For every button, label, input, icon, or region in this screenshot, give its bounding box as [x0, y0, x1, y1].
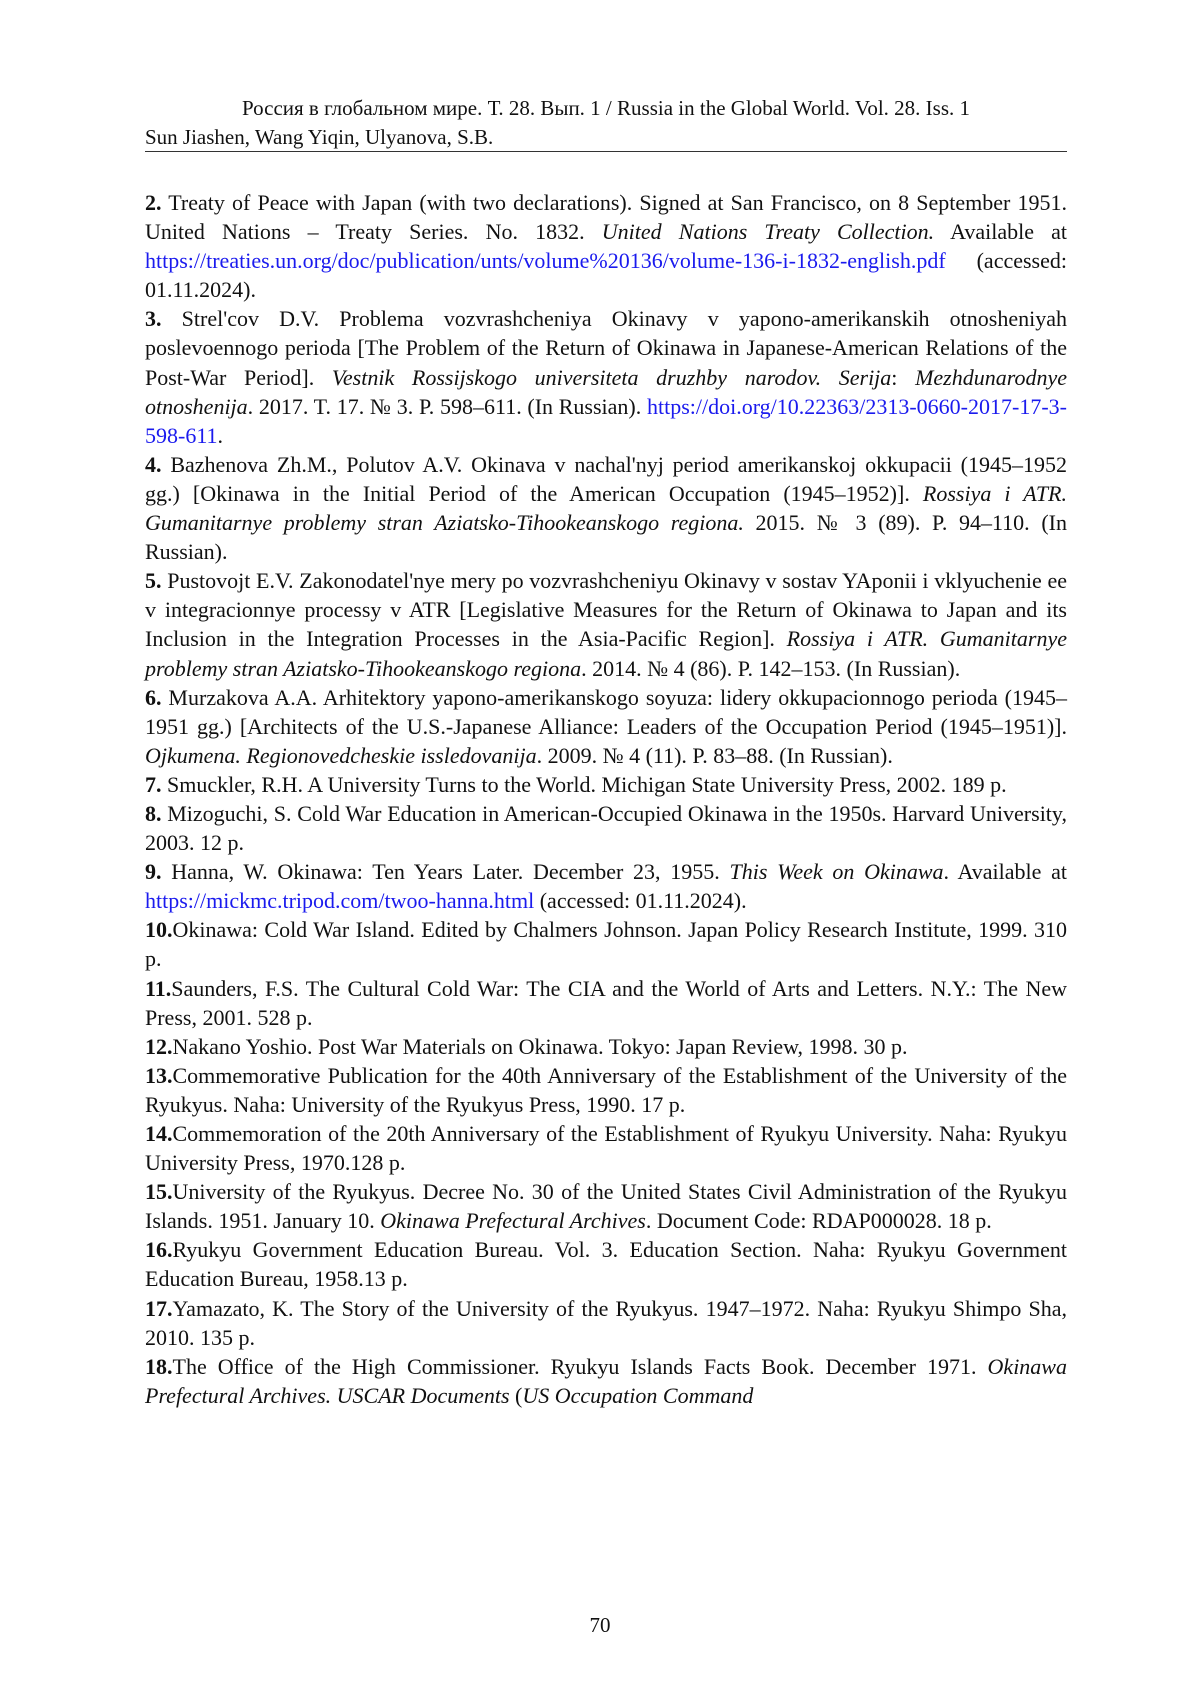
reference-item	[145, 1061, 1067, 1119]
journal-title: Россия в глобальном мире. Т. 28. Вып. 1 / Russia in the Global World. Vol. 28. Iss. 1	[241, 96, 971, 120]
reference-text: . 2017. T. 17. № 3. P. 598–611. (In Russian).	[247, 393, 647, 419]
reference-item	[145, 304, 1067, 449]
reference-text: Ryukyu Government Education Bureau. Vol. 3. Education Section. Naha: Ryukyu Government Education Bureau, 1958.13 p.	[145, 1237, 1067, 1292]
reference-item	[145, 857, 1067, 915]
reference-text: Bazhenova Zh.M., Polutov A.V. Okinava v nachal'nyj period amerikanskoj okkupacii (1945–1952 gg.) [Okinawa in the Initial Period of the American Occupation (1945–1952)].	[145, 451, 1067, 506]
reference-text: The Office of the High Commissioner. Ryukyu Islands Facts Book. December 1971.	[172, 1353, 988, 1379]
reference-text: Mizoguchi, S. Cold War Education in American-Occupied Okinawa in the 1950s. Harvard University, 2003. 12 p.	[145, 800, 1067, 856]
reference-source: United Nations Treaty Collection.	[601, 219, 935, 245]
reference-link[interactable]: https://mickmc.tripod.com/twoo-hanna.html	[145, 888, 535, 914]
article-authors: Sun Jiashen, Wang Yiqin, Ulyanova, S.B.	[145, 125, 494, 149]
reference-text: Nakano Yoshio. Post War Materials on Okinawa. Tokyo: Japan Review, 1998. 30 p.	[172, 1033, 908, 1059]
reference-text: Smuckler, R.H. A University Turns to the World. Michigan State University Press, 2002. 189 p.	[161, 771, 1007, 797]
reference-number: 10.	[145, 917, 173, 943]
reference-source: This Week on Okinawa	[729, 859, 944, 885]
reference-item	[145, 450, 1067, 566]
reference-number: 6.	[145, 684, 162, 710]
reference-source: Mezhdunarodnye otnoshenija	[145, 364, 1068, 419]
reference-source: Ojkumena. Regionovedcheskie issledovanija	[145, 742, 537, 768]
reference-text: Okinawa: Cold War Island. Edited by Chalmers Johnson. Japan Policy Research Institute, 1999. 310 p.	[145, 917, 1067, 972]
reference-number: 14.	[145, 1121, 173, 1146]
reference-text: (accessed: 01.11.2024).	[145, 248, 1067, 303]
reference-item	[145, 1177, 1067, 1235]
reference-number: 4.	[145, 451, 162, 477]
reference-text: (accessed: 01.11.2024).	[534, 888, 747, 914]
reference-text: 2015. № 3 (89). P. 94–110. (In Russian).	[145, 510, 1067, 565]
reference-link[interactable]: https://treaties.un.org/doc/publication/unts/volume%20136/volume-136-i-1832-english.pdf	[145, 248, 946, 274]
header-rule	[145, 151, 1067, 152]
reference-number: 3.	[145, 306, 162, 332]
reference-source: US Occupation Command	[522, 1382, 754, 1408]
reference-source: Rossiya i ATR. Gumanitarnye problemy stran Aziatsko-Tihookeanskogo regiona.	[145, 480, 1067, 536]
running-header	[145, 94, 1067, 152]
reference-item	[145, 683, 1067, 770]
reference-number: 8.	[145, 800, 162, 826]
reference-number: 18.	[145, 1353, 173, 1379]
reference-number: 9.	[145, 859, 162, 885]
reference-source: Rossiya i ATR. Gumanitarnye problemy stran Aziatsko-Tihookeanskogo regiona	[145, 626, 1067, 681]
reference-item	[145, 1294, 1067, 1352]
reference-number: 17.	[145, 1295, 173, 1321]
reference-item	[145, 188, 1067, 304]
reference-text: University of the Ryukyus. Decree No. 30 of the United States Civil Administration of the Ryukyu Islands. 1951. January 10.	[145, 1179, 1067, 1234]
reference-number: 15.	[145, 1179, 173, 1205]
reference-item	[145, 974, 1067, 1032]
reference-text: Hanna, W. Okinawa: Ten Years Later. December 23, 1955.	[161, 859, 730, 885]
reference-number: 13.	[145, 1062, 173, 1088]
reference-link[interactable]: https://doi.org/10.22363/2313-0660-2017-17-3-598-611	[145, 393, 1067, 448]
reference-item	[145, 1119, 1067, 1177]
reference-list	[145, 188, 1067, 1410]
reference-text: .	[217, 422, 224, 448]
reference-text: Commemoration of the 20th Anniversary of the Establishment of Ryukyu University. Naha: Ryukyu University Press, 1970.128 p.	[145, 1121, 1067, 1176]
reference-item	[145, 915, 1067, 973]
reference-text: Available at	[934, 219, 1067, 245]
reference-source: Okinawa Prefectural Archives	[380, 1208, 646, 1234]
reference-text: Commemorative Publication for the 40th Anniversary of the Establishment of the University of the Ryukyus. Naha: University of the Ryukyus Press, 1990. 17 p.	[145, 1062, 1067, 1117]
reference-number: 2.	[145, 190, 162, 215]
reference-item	[145, 1352, 1067, 1410]
reference-text: Yamazato, K. The Story of the University of the Ryukyus. 1947–1972. Naha: Ryukyu Shimpo Sha, 2010. 135 p.	[145, 1295, 1067, 1350]
reference-item	[145, 1235, 1067, 1293]
reference-text: Treaty of Peace with Japan (with two declarations). Signed at San Francisco, on 8 September 1951. United Nations – Treaty Series. No. 1832.	[145, 190, 1067, 245]
reference-text: (	[509, 1382, 523, 1408]
reference-text: Saunders, F.S. The Cultural Cold War: The CIA and the World of Arts and Letters. N.Y.: The New Press, 2001. 528 p.	[145, 975, 1067, 1030]
reference-text: . 2014. № 4 (86). P. 142–153. (In Russian).	[581, 655, 961, 681]
reference-source: Vestnik Rossijskogo universiteta druzhby narodov. Serija	[331, 364, 892, 390]
reference-text: Strel'cov D.V. Problema vozvrashcheniya Okinavy v yapono-amerikanskih otnosheniyah poslevoennogo perioda [The Problem of the Return of Okinawa in Japanese-American Relations of the Post-War Period].	[145, 306, 1067, 390]
reference-item	[145, 566, 1067, 682]
reference-number: 12.	[145, 1033, 173, 1059]
page-number: 70	[589, 1613, 611, 1637]
reference-item	[145, 770, 1067, 799]
reference-text: . 2009. № 4 (11). P. 83–88. (In Russian).	[536, 742, 893, 768]
reference-text: . Document Code: RDAP000028. 18 p.	[645, 1208, 992, 1234]
reference-text: :	[891, 364, 916, 390]
reference-source: Okinawa Prefectural Archives. USCAR Documents	[145, 1353, 1067, 1408]
reference-text: Pustovojt E.V. Zakonodatel'nye mery po vozvrashcheniyu Okinavy v sostav YAponii i vklyuchenie ee v integracionnye processy v ATR [Legislative Measures for the Return of Okinawa to Japan and its Inclusion in the Integration Processes in the Asia-Pacific Region].	[145, 568, 1067, 652]
reference-number: 16.	[145, 1237, 173, 1263]
reference-item	[145, 799, 1067, 857]
reference-text: . Available at	[943, 859, 1067, 885]
reference-text: Murzakova A.A. Arhitektory yapono-amerikanskogo soyuza: lidery okkupacionnogo perioda (1945–1951 gg.) [Architects of the U.S.-Japanese Alliance: Leaders of the Occupation Period (1945–1951)].	[145, 684, 1067, 739]
reference-number: 5.	[145, 568, 162, 594]
reference-item	[145, 1032, 1067, 1061]
reference-number: 11.	[145, 975, 172, 1001]
reference-number: 7.	[145, 771, 162, 797]
